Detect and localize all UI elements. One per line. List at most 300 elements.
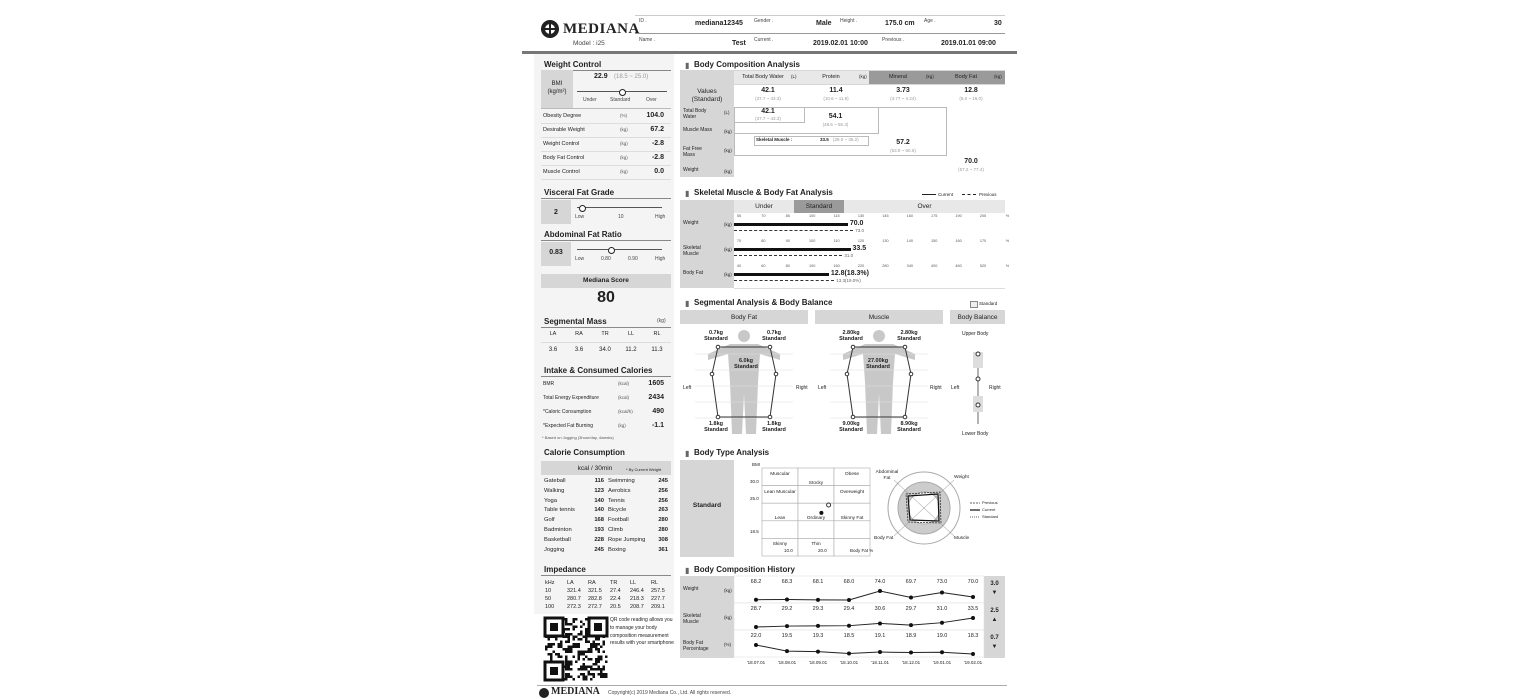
history-point: [785, 649, 789, 653]
history-point: [971, 595, 975, 599]
bmi-label: BMI: [551, 81, 563, 87]
calories-title: Intake & Consumed Calories: [544, 366, 653, 375]
history-date: '19.01.01: [932, 660, 952, 665]
bca-row-label: Weight: [683, 167, 699, 173]
history-point: [847, 652, 851, 656]
current-label: Current .: [754, 37, 774, 43]
bmi-axis-label: BMI: [752, 462, 761, 467]
bmi-unit: (kg/m²): [547, 89, 567, 95]
body-type-cell: Lean Muscular: [764, 489, 796, 495]
calories-row-label: Total Energy Expenditure: [543, 395, 599, 401]
impedance-cell: 50: [545, 596, 552, 602]
smbf-tick: 100: [809, 214, 816, 218]
bca-values-sub: (Standard): [691, 96, 723, 103]
section-marker-icon: ▮: [685, 449, 690, 458]
bca-row-unit: (kg): [724, 148, 732, 153]
segmass-col-tr: TR: [601, 331, 609, 337]
activity-kcal: 280: [658, 517, 668, 524]
smbf-tick: 70: [736, 239, 742, 243]
segmass-col-la: LA: [549, 331, 557, 337]
history-change: 3.0: [990, 581, 999, 587]
segment-point: [903, 345, 907, 349]
fat-la: 0.7kg: [708, 330, 724, 336]
bca-values-label: Values: [697, 88, 717, 95]
abdominal-scale-high: High: [655, 256, 666, 262]
activity-name: Table tennis: [544, 507, 575, 514]
activity-kcal: 256: [658, 487, 668, 494]
fat-ra: 0.7kg: [766, 330, 782, 336]
smbf-tick: 100: [809, 239, 816, 243]
history-point: [754, 625, 758, 629]
calories-note: * Based on Jogging (3hour/day, 4weeks): [542, 435, 614, 440]
bca-standard-range: (3.77 ~ 4.24): [890, 96, 916, 101]
history-point: [940, 591, 944, 595]
band-under: Under: [755, 203, 773, 210]
weight-control-title: Weight Control: [544, 60, 602, 69]
activity-name: Climb: [608, 527, 623, 533]
smbf-tick: 460: [955, 264, 962, 268]
activity-kcal: 193: [594, 527, 604, 533]
smbf-row-label: Body Fat: [683, 270, 704, 276]
history-value-label: 28.7: [750, 606, 762, 612]
history-chart: [734, 576, 984, 670]
impedance-cell: 227.7: [651, 596, 665, 602]
previous-label: Previous .: [882, 37, 905, 43]
history-point: [816, 598, 820, 602]
history-value-label: 31.0: [936, 606, 948, 612]
body-type-cell: Overweight: [839, 489, 865, 495]
smbf-tick: %: [1005, 214, 1010, 218]
impedance-cell: 22.4: [610, 596, 621, 602]
age-label: Age .: [924, 18, 936, 24]
bca-col-unit: (kg): [926, 74, 934, 79]
fat-left-label: Left: [683, 385, 692, 391]
body-type-cell: Skinny Fat: [840, 516, 864, 521]
current-value: 2019.02.01 10:00: [813, 40, 868, 47]
visceral-scale-high: High: [655, 214, 666, 220]
smbf-current-bar: [734, 248, 851, 251]
smbf-tick: %: [1005, 239, 1010, 243]
history-value-label: 69.7: [905, 579, 917, 585]
standard-legend-label: Standard: [979, 301, 998, 306]
history-point: [909, 595, 913, 599]
impedance-col: RA: [588, 580, 596, 586]
wc-row-label: Desirable Weight: [543, 127, 585, 133]
history-value-label: 30.6: [874, 606, 886, 612]
impedance-title: Impedance: [544, 565, 586, 574]
legend-previous-label: Previous: [979, 192, 997, 197]
smbf-row-unit: (kg): [724, 272, 732, 277]
smbf-tick: 160: [833, 264, 840, 268]
model-label: Model : i25: [573, 40, 605, 47]
smbf-current-bar: [734, 223, 848, 226]
smbf-tick: 145: [882, 214, 889, 218]
calories-row-unit: (kg): [618, 423, 626, 428]
activity-kcal: 116: [594, 478, 604, 484]
history-point: [847, 624, 851, 628]
section-marker-icon: ▮: [685, 299, 690, 308]
balance-mid-point: [976, 377, 980, 381]
legend-current-line: [922, 194, 936, 195]
impedance-cell: 321.5: [588, 588, 602, 594]
history-point: [754, 643, 758, 647]
smbf-title: Skeletal Muscle & Body Fat Analysis: [694, 188, 833, 197]
smbf-tick: 130: [882, 239, 889, 243]
history-point: [909, 651, 913, 655]
smbf-tick: 120: [857, 239, 865, 243]
segment-point: [768, 345, 772, 349]
footer-logo-icon: [539, 688, 549, 698]
smbf-current-value: 33.5: [852, 245, 867, 252]
impedance-cell: 10: [545, 588, 552, 594]
history-point: [940, 650, 944, 654]
bmi-scale-under: Under: [583, 97, 597, 103]
bca-muscle-value: 54.1: [828, 113, 843, 120]
section-marker-icon: ▮: [685, 189, 690, 198]
segment-point: [851, 415, 855, 419]
calories-row-unit: (kcal/h): [618, 409, 633, 414]
segment-point: [909, 372, 913, 376]
bca-title: Body Composition Analysis: [694, 60, 800, 69]
fat-ra-std: Standard: [762, 336, 786, 342]
smbf-tick: 140: [906, 239, 913, 243]
activity-name: Yoga: [544, 497, 558, 504]
smbf-tick: 340: [906, 264, 913, 268]
arrow-up-icon: ▲: [991, 617, 998, 623]
wc-row-unit: (kg): [620, 155, 628, 160]
legend-current-label: Current: [938, 192, 954, 197]
activity-name: Swimming: [608, 478, 635, 484]
history-date: '19.02.01: [963, 660, 983, 665]
arrow-down-icon: ▼: [991, 590, 998, 596]
bca-value: 11.4: [829, 87, 843, 94]
smbf-tick: 170: [979, 239, 987, 243]
mus-rl: 8.90kg: [900, 421, 918, 427]
wc-row-label: Muscle Control: [543, 169, 580, 175]
history-value-label: 29.3: [812, 606, 824, 612]
activity-kcal: 280: [658, 527, 668, 533]
impedance-cell: 100: [545, 604, 555, 610]
smbf-row-label: Skeletal Muscle: [683, 245, 701, 257]
mus-la-std: Standard: [839, 336, 863, 342]
bca-muscle-range: (48.5 ~ 55.3): [822, 122, 849, 127]
bf-tick: 10.0: [784, 548, 793, 553]
history-value-label: 74.0: [874, 579, 886, 585]
segment-point: [716, 415, 720, 419]
history-value-label: 18.5: [843, 633, 855, 639]
mus-rl-std: Standard: [897, 427, 921, 433]
bca-skeletal-value: 33.5: [820, 137, 829, 142]
history-row-label: Weight: [683, 586, 699, 592]
calorie-consumption-title: Calorie Consumption: [544, 448, 625, 457]
fat-rl-std: Standard: [762, 427, 786, 433]
smbf-row-unit: (kg): [724, 247, 732, 252]
abdominal-value: 0.83: [549, 249, 563, 256]
smbf-tick: 85: [785, 214, 790, 218]
mediana-score-title: Mediana Score: [583, 277, 629, 284]
history-value-label: 19.0: [936, 633, 948, 639]
arrow-down-icon: ▼: [991, 644, 998, 650]
history-point: [878, 650, 882, 654]
legend-previous-line: [962, 194, 976, 195]
impedance-cell: 272.3: [567, 604, 581, 610]
history-value-label: 73.0: [936, 579, 948, 585]
wc-row-label: Body Fat Control: [543, 155, 585, 161]
segmass-col-ll: LL: [627, 331, 635, 337]
fat-tr: 6.0kg: [738, 358, 754, 364]
section-marker-icon: ▮: [685, 566, 690, 575]
visceral-title: Visceral Fat Grade: [544, 188, 615, 197]
wc-row-unit: (kg): [620, 127, 628, 132]
smbf-tick: 205: [979, 214, 987, 218]
bca-row-label: Muscle Mass: [683, 127, 713, 133]
activity-kcal: 361: [658, 546, 668, 553]
muscle-figure: [830, 330, 928, 434]
history-value-label: 19.5: [781, 633, 793, 639]
bca-col-unit: (kg): [994, 74, 1002, 79]
history-value-label: 18.9: [905, 633, 917, 639]
body-type-cell: Ordinary: [806, 516, 826, 521]
smbf-tick: 280: [882, 264, 889, 268]
bca-tbw-range: (37.7 ~ 43.3): [755, 116, 781, 121]
history-value-label: 68.0: [843, 579, 855, 585]
bca-weight-range: (57.2 ~ 77.4): [958, 167, 984, 172]
history-point: [878, 589, 882, 593]
calories-row-label: BMR: [543, 381, 555, 387]
calories-row-unit: (kcal): [618, 381, 629, 386]
activity-name: Rope Jumping: [608, 536, 646, 543]
history-point: [940, 621, 944, 625]
muscle-panel-title: Muscle: [868, 314, 890, 321]
segmass-val-ra: 3.6: [574, 347, 584, 353]
activity-kcal: 228: [594, 536, 604, 543]
segmass-val-la: 3.6: [548, 347, 558, 353]
balance-lower-point: [976, 403, 980, 407]
footer-brand: MEDIANA: [551, 686, 600, 697]
smbf-previous-bar: [734, 255, 842, 256]
smbf-tick: 150: [931, 239, 938, 243]
history-point: [785, 624, 789, 628]
balance-right-label: Right: [989, 385, 1001, 391]
mus-tr-std: Standard: [866, 364, 890, 370]
smbf-tick: %: [1005, 264, 1010, 268]
history-value-label: 70.0: [967, 579, 979, 585]
bca-col-unit: (L): [791, 74, 797, 79]
impedance-cell: 208.7: [630, 604, 644, 610]
smbf-tick: 60: [761, 264, 766, 268]
bca-row-unit: (kg): [724, 129, 732, 134]
band-over: Over: [917, 203, 932, 210]
history-title: Body Composition History: [694, 565, 795, 574]
impedance-cell: 246.4: [630, 588, 644, 594]
smbf-previous-bar: [734, 230, 853, 231]
activity-kcal: 263: [658, 507, 668, 514]
gender-value: Male: [816, 20, 832, 27]
activity-kcal: 140: [594, 507, 604, 514]
smbf-tick: 115: [833, 214, 840, 218]
history-value-label: 18.3: [967, 633, 979, 639]
radar-weight-label: Weight: [954, 475, 969, 480]
bmi-tick: 18.5: [750, 529, 759, 534]
segment-point: [851, 345, 855, 349]
band-standard: Standard: [805, 203, 833, 210]
smbf-tick: 175: [931, 214, 938, 218]
activity-kcal: 245: [658, 478, 668, 484]
bmi-level-marker: [619, 89, 626, 96]
activity-name: Tennis: [608, 497, 625, 504]
activity-kcal: 256: [658, 497, 668, 504]
radar-legend-label: Previous: [982, 500, 998, 505]
bmi-tick: 25.0: [750, 496, 759, 501]
body-fat-panel-title: Body Fat: [730, 314, 757, 321]
bmi-value: 22.9: [594, 73, 608, 80]
radar-abdominal-label: Abdominal Fat: [875, 470, 899, 481]
visceral-scale-10: 10: [618, 214, 624, 220]
smbf-tick: 520: [979, 264, 987, 268]
bca-col-name: Body Fat: [954, 74, 977, 80]
bca-row-unit: (kg): [724, 169, 732, 174]
impedance-cell: 321.4: [567, 588, 581, 594]
wc-row-value: 67.2: [650, 126, 664, 133]
body-type-cell: Thin: [811, 542, 821, 548]
bca-row-label: Total Body Water: [683, 108, 707, 120]
name-label: Name .: [639, 37, 656, 43]
mus-ll: 9.00kg: [842, 421, 860, 427]
history-row-unit: (kg): [724, 588, 732, 593]
smbf-tick: 55: [736, 214, 742, 218]
fat-right-label: Right: [796, 385, 808, 391]
bca-standard-range: (10.6 ~ 11.9): [823, 96, 849, 101]
calorie-consumption-header: kcal / 30min: [577, 465, 613, 472]
segmass-col-rl: RL: [653, 331, 661, 337]
bca-ffm-range: (53.9 ~ 60.6): [890, 148, 916, 153]
bca-col-unit: (kg): [859, 74, 867, 79]
history-row-unit: (%): [724, 642, 731, 647]
smbf-tick: 80: [761, 239, 766, 243]
impedance-col: LL: [630, 580, 637, 586]
history-value-label: 68.3: [781, 579, 793, 585]
bca-row-unit: (L): [724, 110, 730, 115]
mus-ra-std: Standard: [897, 336, 921, 342]
bca-skeletal-label: Skeletal Muscle :: [756, 137, 793, 142]
history-point: [878, 621, 882, 625]
calories-row-label: *Expected Fat Burning: [543, 423, 594, 429]
history-point: [971, 616, 975, 620]
bf-axis-label: Body Fat %: [850, 548, 874, 553]
body-fat-figure: [695, 330, 793, 434]
calories-row-unit: (kcal): [618, 395, 629, 400]
activity-kcal: 168: [594, 517, 604, 524]
history-point: [785, 598, 789, 602]
activity-name: Boxing: [608, 546, 626, 553]
history-point: [754, 598, 758, 602]
calories-row-label: *Caloric Consumption: [543, 409, 592, 415]
wc-row-unit: (%): [620, 113, 627, 118]
smbf-tick: 220: [857, 264, 865, 268]
muscle-right-label: Right: [930, 385, 942, 391]
smbf-previous-value: 31.0: [844, 253, 854, 258]
history-change: 2.5: [990, 608, 999, 614]
history-value-label: 29.2: [781, 606, 793, 612]
impedance-cell: 209.1: [651, 604, 665, 610]
calories-row-value: -1.1: [651, 422, 664, 429]
body-type-cell: Lean: [774, 516, 786, 521]
id-label: ID .: [639, 18, 647, 24]
mediana-score-value: 80: [597, 289, 615, 306]
calorie-consumption-note: * By Current Weight: [626, 467, 662, 472]
bca-col-name: Mineral: [888, 74, 908, 80]
smbf-tick: 130: [857, 214, 865, 218]
smbf-row-unit: (kg): [724, 222, 732, 227]
mus-ra: 2.80kg: [900, 330, 918, 336]
segmass-val-tr: 34.0: [599, 347, 611, 353]
previous-value: 2019.01.01 09:00: [941, 40, 996, 47]
balance-lower-label: Lower Body: [962, 431, 989, 437]
mus-ll-std: Standard: [839, 427, 863, 433]
bca-weight-value: 70.0: [964, 158, 978, 165]
bca-row-label: Fat Free Mass: [683, 146, 702, 158]
activity-name: Badminton: [544, 527, 572, 533]
radar-legend-label: Standard: [982, 514, 999, 519]
bca-col-name: Total Body Water: [742, 74, 784, 80]
history-point: [971, 652, 975, 656]
history-date: '18.07.01: [746, 660, 766, 665]
bca-tbw-value: 42.1: [761, 108, 775, 115]
segmass-col-ra: RA: [575, 331, 583, 337]
bca-skeletal-range: (28.0 ~ 35.2): [833, 137, 859, 142]
impedance-cell: 27.4: [610, 588, 621, 594]
segment-point: [774, 372, 778, 376]
smbf-previous-value: 73.0: [855, 228, 864, 233]
fat-rl: 1.8kg: [766, 421, 782, 427]
abdominal-level-marker: [608, 247, 615, 254]
mus-la: 2.80kg: [842, 330, 860, 336]
body-type-title: Body Type Analysis: [694, 448, 770, 457]
height-label: Height .: [840, 18, 858, 24]
segment-point: [710, 372, 714, 376]
segmental-title: Segmental Analysis & Body Balance: [694, 298, 833, 307]
wc-row-label: Weight Control: [543, 141, 580, 147]
body-balance-title: Body Balance: [957, 314, 998, 321]
history-value-label: 22.0: [750, 633, 762, 639]
segment-point: [768, 415, 772, 419]
bca-col-name: Protein: [822, 74, 840, 80]
abdominal-scale-090: 0.90: [628, 256, 638, 262]
muscle-left-label: Left: [818, 385, 827, 391]
segmass-val-rl: 11.3: [651, 347, 663, 353]
smbf-tick: 400: [931, 264, 938, 268]
activity-name: Jogging: [544, 546, 565, 553]
impedance-cell: 218.3: [630, 596, 644, 602]
radar-muscle-label: Muscle: [954, 536, 970, 541]
activity-name: Aerobics: [608, 487, 631, 494]
activity-name: Basketball: [544, 536, 571, 543]
calories-row-value: 1605: [648, 380, 664, 387]
smbf-row-label: Weight: [683, 220, 699, 226]
history-value-label: 68.1: [812, 579, 824, 585]
standard-legend-swatch: [970, 301, 978, 308]
history-value-label: 68.2: [750, 579, 762, 585]
activity-name: Football: [608, 517, 629, 524]
body-type-previous-point: [827, 503, 831, 507]
history-point: [816, 650, 820, 654]
bf-tick: 20.0: [818, 548, 827, 553]
impedance-cell: 257.5: [651, 588, 665, 594]
calories-row-value: 2434: [648, 394, 664, 401]
history-point: [909, 623, 913, 627]
smbf-previous-value: 13.3(19.0%): [836, 278, 861, 283]
impedance-col: kHz: [545, 580, 555, 586]
